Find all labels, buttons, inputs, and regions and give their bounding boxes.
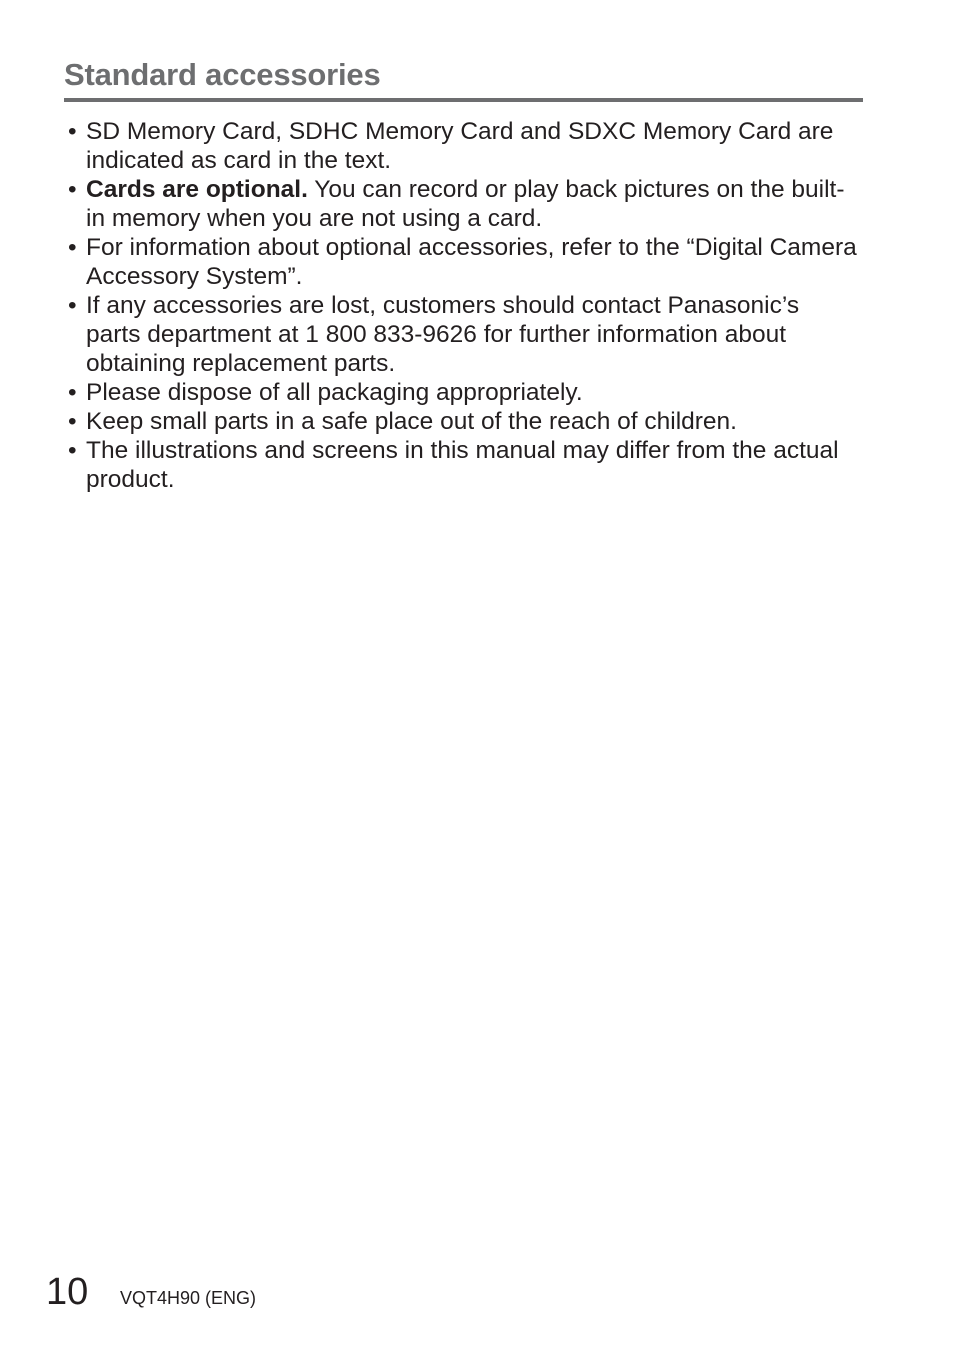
list-item-text-body: You can record or play back pictures on the built-in memory when you are not using a card. — [86, 176, 845, 232]
list-item-text-body: For information about optional accessories, refer to the “Digital Camera Accessory System”. — [86, 234, 857, 290]
list-item-text-body: If any accessories are lost, customers should contact Panasonic’s parts department at 1 800 833-9626 for further information about obtaining replacement parts. — [86, 292, 800, 377]
bullet-icon: • — [68, 118, 77, 145]
list-item-text-body: SD Memory Card, SDHC Memory Card and SDXC Memory Card are indicated as card in the text. — [86, 118, 834, 174]
document-code: VQT4H90 (ENG) — [120, 1288, 257, 1308]
list-item — [68, 378, 858, 407]
list-item — [68, 291, 858, 378]
list-item-text — [86, 437, 839, 493]
list-item-text — [86, 379, 583, 406]
bullet-icon: • — [68, 234, 77, 261]
bullet-icon: • — [68, 292, 77, 319]
bullet-icon: • — [68, 408, 77, 435]
section-title: Standard accessories — [64, 57, 381, 92]
list-item-text-body: Please dispose of all packaging appropriately. — [86, 379, 583, 406]
list-item — [68, 407, 858, 436]
list-item — [68, 436, 858, 494]
list-item-text — [86, 408, 737, 435]
section-heading — [64, 56, 863, 102]
bullet-icon: • — [68, 176, 77, 203]
list-item-text-body: The illustrations and screens in this manual may differ from the actual product. — [86, 437, 839, 493]
page-number: 10 — [46, 1271, 89, 1313]
accessories-notes-list — [68, 117, 858, 494]
list-item — [68, 175, 858, 233]
bullet-icon: • — [68, 379, 77, 406]
list-item-emphasis: Cards are optional. — [86, 176, 308, 203]
list-item-text — [86, 292, 799, 377]
bullet-icon: • — [68, 437, 77, 464]
list-item-text-body: Keep small parts in a safe place out of the reach of children. — [86, 408, 737, 435]
list-item — [68, 233, 858, 291]
list-item-text — [86, 118, 833, 174]
list-item-text — [86, 234, 857, 290]
list-item — [68, 117, 858, 175]
list-item-text — [86, 176, 845, 232]
